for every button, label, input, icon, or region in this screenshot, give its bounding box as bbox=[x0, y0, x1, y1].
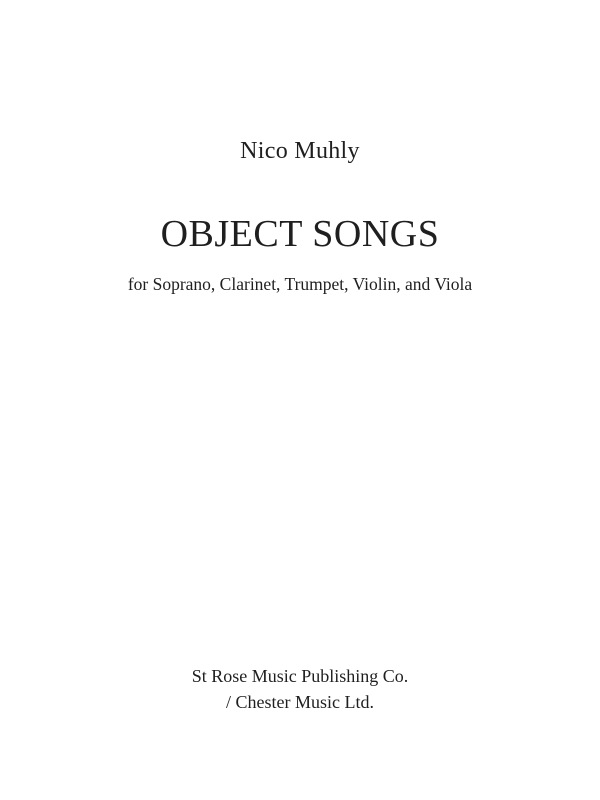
composer-name: Nico Muhly bbox=[240, 138, 360, 164]
publisher-line-2: / Chester Music Ltd. bbox=[226, 692, 374, 712]
instrumentation-subtitle: for Soprano, Clarinet, Trumpet, Violin, and Viola bbox=[127, 274, 473, 294]
work-title: OBJECT SONGS bbox=[160, 213, 440, 255]
publisher-line-1: St Rose Music Publishing Co. bbox=[191, 666, 409, 686]
publisher-block bbox=[0, 663, 600, 715]
